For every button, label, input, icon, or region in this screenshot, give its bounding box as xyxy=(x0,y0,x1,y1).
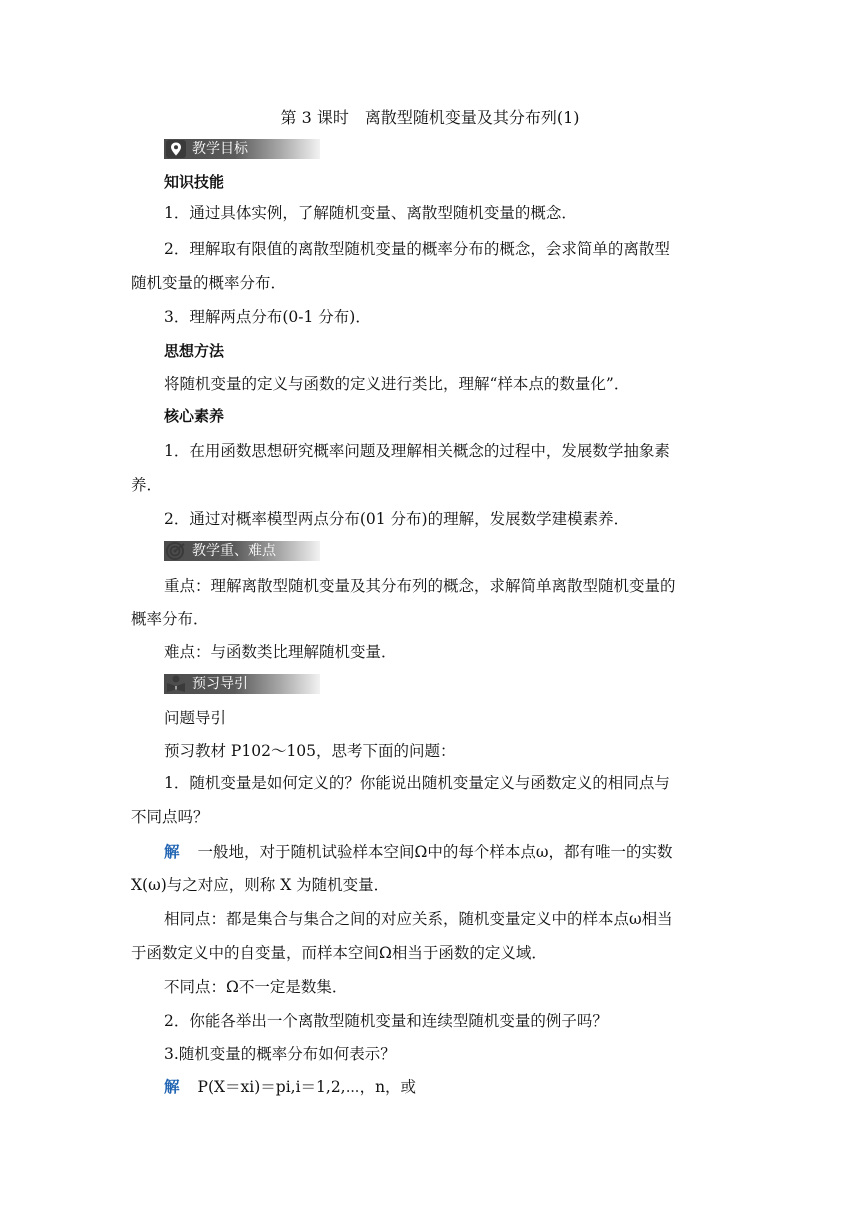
lesson-number: 第 3 课时 xyxy=(280,108,349,127)
core-item-1a: 1．在用函数思想研究概率问题及理解相关概念的过程中，发展数学抽象素 xyxy=(164,442,670,460)
question-1b: 不同点吗？ xyxy=(131,808,209,826)
section-banner-key-points: 教学重、难点 xyxy=(164,541,320,561)
knowledge-item-3: 3．理解两点分布(0-1 分布)． xyxy=(164,308,371,326)
solution-3: 解 P(X＝xi)＝pi,i＝1,2,⋯，n，或 xyxy=(164,1078,417,1096)
question-2: 2．你能各举出一个离散型随机变量和连续型随机变量的例子吗？ xyxy=(164,1012,608,1030)
solution-1b: X(ω)与之对应，则称 X 为随机变量． xyxy=(131,876,390,894)
location-pin-icon xyxy=(166,140,186,158)
method-heading: 思想方法 xyxy=(164,342,225,360)
page-title xyxy=(0,105,860,128)
lesson-topic: 离散型随机变量及其分布列(1) xyxy=(364,108,580,127)
same-points-b: 于函数定义中的自变量，而样本空间Ω相当于函数的定义域． xyxy=(131,944,547,962)
method-item-1: 将随机变量的定义与函数的定义进行类比，理解“样本点的数量化”． xyxy=(164,375,630,393)
solution-label: 解 xyxy=(164,1078,180,1096)
question-1a: 1．随机变量是如何定义的？你能说出随机变量定义与函数定义的相同点与 xyxy=(164,774,670,792)
preview-intro: 问题导引 xyxy=(164,709,227,727)
target-icon xyxy=(166,542,186,560)
knowledge-item-2a: 2．理解取有限值的离散型随机变量的概率分布的概念，会求简单的离散型 xyxy=(164,240,670,258)
key-point-2: 难点：与函数类比理解随机变量． xyxy=(164,643,397,661)
same-points-a: 相同点：都是集合与集合之间的对应关系，随机变量定义中的样本点ω相当 xyxy=(164,910,673,928)
solution-label: 解 xyxy=(164,843,180,861)
preview-reading: 预习教材 P102～105，思考下面的问题： xyxy=(164,742,456,760)
solution-1a: 解 一般地，对于随机试验样本空间Ω中的每个样本点ω，都有唯一的实数 xyxy=(164,843,673,861)
section-banner-preview: 预习导引 xyxy=(164,674,320,694)
core-item-2: 2．通过对概率模型两点分布(01 分布)的理解，发展数学建模素养． xyxy=(164,510,630,528)
knowledge-item-2b: 随机变量的概率分布． xyxy=(131,274,287,292)
core-heading: 核心素养 xyxy=(164,407,225,425)
question-3: 3.随机变量的概率分布如何表示？ xyxy=(164,1045,396,1063)
knowledge-heading: 知识技能 xyxy=(164,173,225,191)
key-point-1a: 重点：理解离散型随机变量及其分布列的概念，求解简单离散型随机变量的 xyxy=(164,577,676,595)
key-point-1b: 概率分布． xyxy=(131,610,209,628)
difference-point: 不同点：Ω不一定是数集． xyxy=(164,978,348,996)
book-reader-icon xyxy=(166,675,186,693)
knowledge-item-1: 1．通过具体实例，了解随机变量、离散型随机变量的概念． xyxy=(164,204,577,222)
core-item-1b: 养． xyxy=(131,476,163,494)
section-banner-objectives: 教学目标 xyxy=(164,139,320,159)
